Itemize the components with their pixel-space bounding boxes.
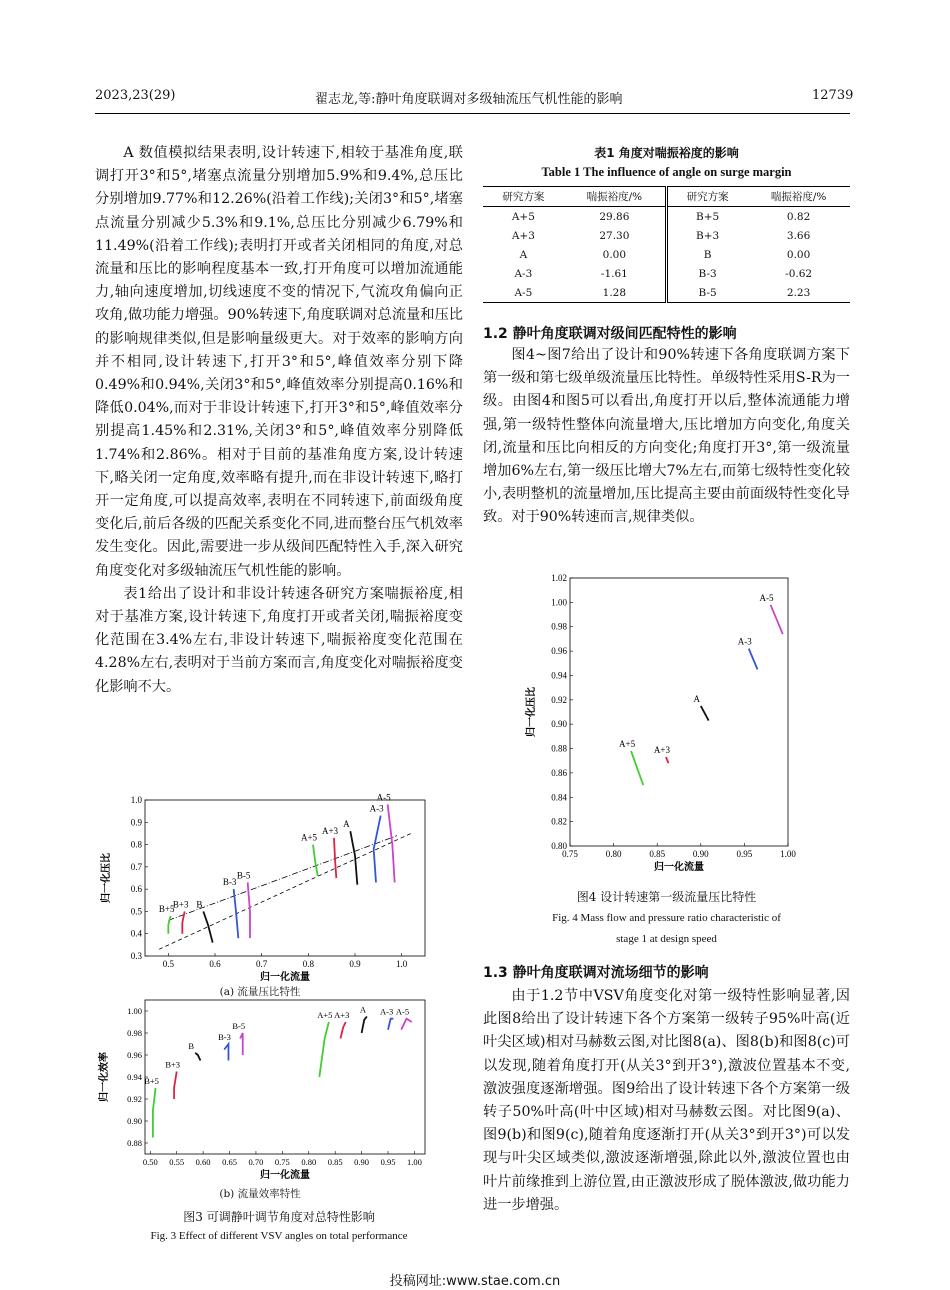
series-label: B-5 xyxy=(236,870,251,881)
table-cell: 0.00 xyxy=(786,248,811,261)
table-cell: 0.82 xyxy=(786,210,811,223)
y-tick-label: 0.86 xyxy=(551,767,567,778)
series-line xyxy=(350,831,357,884)
series-label: B+5 xyxy=(144,1076,159,1086)
table-row xyxy=(483,264,850,283)
y-tick-label: 0.3 xyxy=(130,951,142,961)
table-cell: B+3 xyxy=(696,229,720,242)
series-line xyxy=(195,1053,200,1061)
header-left: 2023,23(29) xyxy=(95,88,176,103)
plot-frame xyxy=(570,578,788,846)
y-tick-label: 0.82 xyxy=(551,816,567,827)
x-axis-label: 归一化流量 xyxy=(260,1170,310,1181)
series-line xyxy=(631,751,643,785)
y-tick-label: 0.94 xyxy=(551,670,567,681)
series-label: A-5 xyxy=(376,792,391,803)
table-row xyxy=(483,283,850,303)
table-cell: 0.00 xyxy=(564,245,667,264)
series-line xyxy=(666,757,669,763)
table-cell: B-5 xyxy=(698,286,717,299)
table-header: 喘振裕度/% xyxy=(564,187,667,207)
y-tick-label: 0.8 xyxy=(130,839,142,850)
y-tick-label: 0.9 xyxy=(130,817,142,828)
x-tick-label: 0.8 xyxy=(302,959,314,969)
series-label: A+5 xyxy=(300,832,318,843)
plot-frame xyxy=(145,800,425,956)
table-cell: 29.86 xyxy=(564,207,667,227)
series-line xyxy=(203,911,212,942)
y-tick-label: 1.00 xyxy=(127,1006,142,1016)
table1 xyxy=(483,186,850,303)
series-label: B xyxy=(196,899,203,910)
y-tick-label: 0.7 xyxy=(130,861,142,872)
y-axis-label: 归一化压比 xyxy=(526,687,537,737)
x-tick-label: 0.7 xyxy=(256,959,268,969)
x-tick-label: 0.75 xyxy=(274,1157,290,1167)
series-label: B-5 xyxy=(232,1021,246,1031)
x-tick-label: 0.90 xyxy=(354,1157,370,1167)
left-column-text xyxy=(95,142,463,699)
series-line xyxy=(388,1019,393,1030)
series-label: A-3 xyxy=(369,803,384,814)
paragraph: 图4~图7给出了设计和90%转速下各角度联调方案下第一级和第七级单级流量压比特性。单级特性采用S-R为一级。由图4和图5可以看出,角度打开以后,整体流通能力增强,第一级特性整体向流量增大,压比增加方向变化,角度关闭,流量和压比向相反的方向变化;角度打开3°,第一级流量增加6%左右,第一级压比增大7%左右,而第七级特性变化较小,表明整机的流量增加,压比提高主要由前面级特性变化导致。对于90%转速而言,规律类似。 xyxy=(483,347,850,526)
series-line xyxy=(749,649,758,670)
paragraph: 由于1.2节中VSV角度变化对第一级特性影响显著,因此图8给出了设计转速下各个方案第一级转子95%叶高(近叶尖区域)相对马赫数云图,对比图8(a)、图8(b)和图8(c)可以发现,随着角度打开(从关3°到开3°),激波位置基本不变,激波强度逐渐增强。图9给出了设计转速下各个方案第一级转子50%叶高(叶中区域)相对马赫数云图。对比图9(a)、图9(b)和图9(c),随着角度逐渐打开(从关3°到开3°)可以发现与叶尖区域类似,激波逐渐增强,除此以外,激波位置也由叶片前缘推到上游位置,由正激波形成了脱体激波,做功能力进一步增强。 xyxy=(483,988,850,1213)
table-cell: -0.62 xyxy=(785,267,813,280)
x-axis-label: 归一化流量 xyxy=(260,972,310,983)
y-tick-label: 0.98 xyxy=(127,1028,142,1038)
x-tick-label: 1.0 xyxy=(396,959,408,969)
section-1-3-heading: 1.3 静叶角度联调对流场细节的影响 xyxy=(483,965,709,981)
fig3b-plot xyxy=(97,1000,425,1181)
table-row xyxy=(483,207,850,227)
y-tick-label: 0.98 xyxy=(551,621,567,632)
table-cell: -1.61 xyxy=(564,264,667,283)
series-line xyxy=(340,1022,345,1039)
table-cell: B+5 xyxy=(696,210,720,223)
series-label: A+3 xyxy=(653,745,670,756)
fig4-caption-cn: 图4 设计转速第一级流量压比特性 xyxy=(576,890,757,904)
table-cell: A-5 xyxy=(514,286,533,299)
x-tick-label: 0.50 xyxy=(142,1157,158,1167)
fig3a-plot xyxy=(99,792,425,983)
header-center: 翟志龙,等:静叶角度联调对多级轴流压气机性能的影响 xyxy=(315,92,623,107)
header-rule xyxy=(95,113,850,114)
fig4-caption-en-1: Fig. 4 Mass flow and pressure ratio characteristic of xyxy=(552,912,781,924)
section-1-3-text xyxy=(483,985,850,1217)
y-tick-label: 0.90 xyxy=(127,1116,142,1126)
y-tick-label: 0.90 xyxy=(551,719,567,730)
x-tick-label: 0.85 xyxy=(649,849,666,859)
series-label: A+5 xyxy=(317,1010,333,1020)
table1-title-cn: 表1 角度对喘振裕度的影响 xyxy=(594,146,739,160)
plot-frame xyxy=(145,1000,425,1154)
header-right: 12739 xyxy=(812,88,854,103)
x-tick-label: 0.85 xyxy=(327,1157,343,1167)
series-line xyxy=(153,1088,156,1138)
fig4-caption-en-2: stage 1 at design speed xyxy=(616,933,717,945)
y-tick-label: 0.5 xyxy=(130,906,142,917)
x-tick-label: 0.55 xyxy=(169,1157,185,1167)
fig4-plot xyxy=(524,573,796,873)
series-label: A-3 xyxy=(380,1006,394,1017)
table-cell: 1.28 xyxy=(564,283,667,303)
working-line xyxy=(168,836,397,921)
y-axis-label: 归一化压比 xyxy=(101,853,112,903)
series-label: A xyxy=(359,1004,366,1015)
x-tick-label: 0.80 xyxy=(605,849,622,859)
series-label: A xyxy=(343,819,350,830)
x-axis-label: 归一化流量 xyxy=(654,862,704,873)
series-label: A-5 xyxy=(759,592,774,603)
x-tick-label: 0.60 xyxy=(195,1157,211,1167)
table-header: 喘振裕度/% xyxy=(770,191,827,203)
table-cell: 3.66 xyxy=(786,229,811,242)
series-label: B+5 xyxy=(158,903,175,914)
table-cell: A+3 xyxy=(511,229,535,242)
table-cell: 2.23 xyxy=(786,286,811,299)
y-tick-label: 1.00 xyxy=(551,597,567,608)
table-cell: A+5 xyxy=(511,210,535,223)
fig3-caption-en: Fig. 3 Effect of different VSV angles on total performance xyxy=(150,1230,408,1242)
y-tick-label: 0.92 xyxy=(127,1094,142,1104)
series-label: A-5 xyxy=(395,1006,410,1017)
fig4-svg xyxy=(520,570,810,885)
fig3a-caption: (a) 流量压比特性 xyxy=(219,986,301,998)
series-label: A-3 xyxy=(737,636,752,647)
table1-title-en: Table 1 The influence of angle on surge margin xyxy=(541,165,792,179)
y-tick-label: 0.4 xyxy=(130,928,142,939)
series-line xyxy=(319,1022,329,1077)
series-line xyxy=(174,1072,177,1100)
series-label: B+3 xyxy=(165,1059,181,1070)
series-line xyxy=(240,1033,243,1055)
fig3-svg xyxy=(95,790,463,1245)
table-cell: B xyxy=(703,248,712,261)
series-label: B+3 xyxy=(172,899,189,910)
x-tick-label: 0.5 xyxy=(162,959,174,969)
x-tick-label: 0.95 xyxy=(736,849,753,859)
y-tick-label: 0.80 xyxy=(551,841,567,851)
series-line xyxy=(771,605,783,634)
series-label: A xyxy=(693,693,701,704)
table-cell: B-3 xyxy=(698,267,717,280)
y-tick-label: 0.92 xyxy=(551,694,567,705)
series-line xyxy=(701,706,709,721)
x-tick-label: 0.80 xyxy=(301,1157,317,1167)
fig3b-caption: (b) 流量效率特性 xyxy=(219,1188,301,1200)
x-tick-label: 1.00 xyxy=(406,1157,422,1167)
y-tick-label: 0.96 xyxy=(551,646,567,657)
series-line xyxy=(248,882,250,938)
x-tick-label: 0.75 xyxy=(562,849,578,859)
fig3-caption-cn: 图3 可调静叶调节角度对总特性影响 xyxy=(183,1210,375,1224)
y-tick-label: 0.88 xyxy=(551,743,567,754)
series-line xyxy=(234,889,239,938)
y-tick-label: 0.96 xyxy=(127,1050,142,1060)
y-tick-label: 0.94 xyxy=(127,1072,142,1082)
series-line xyxy=(313,845,318,876)
table-row xyxy=(483,245,850,264)
section-1-2-heading: 1.2 静叶角度联调对级间匹配特性的影响 xyxy=(483,326,737,342)
x-tick-label: 0.70 xyxy=(248,1157,264,1167)
y-axis-label: 归一化效率 xyxy=(99,1052,110,1102)
x-tick-label: 1.00 xyxy=(780,849,796,859)
table-header: 研究方案 xyxy=(502,191,545,203)
series-line xyxy=(168,916,170,934)
series-line xyxy=(224,1044,228,1061)
y-tick-label: 0.84 xyxy=(551,792,567,803)
x-tick-label: 0.90 xyxy=(692,849,709,859)
paragraph: 表1给出了设计和非设计转速各研究方案喘振裕度,相对于基准方案,设计转速下,角度打开或者关闭,喘振裕度变化范围在3.4%左右,非设计转速下,喘振裕度变化范围在4.28%左右,表明对于当前方案而言,角度变化对喘振裕度变化影响不大。 xyxy=(95,585,463,695)
series-label: B-3 xyxy=(222,877,237,888)
x-tick-label: 0.95 xyxy=(380,1157,396,1167)
table-row xyxy=(483,226,850,245)
x-tick-label: 0.6 xyxy=(209,959,221,969)
section-1-2-text xyxy=(483,344,850,530)
y-tick-label: 1.02 xyxy=(551,573,567,583)
series-line xyxy=(362,1017,367,1034)
series-label: B xyxy=(188,1040,195,1051)
y-tick-label: 0.88 xyxy=(127,1138,142,1148)
series-label: B-3 xyxy=(218,1032,231,1042)
x-tick-label: 0.65 xyxy=(222,1157,237,1167)
table-cell: 27.30 xyxy=(564,226,667,245)
series-label: A+3 xyxy=(334,1010,350,1020)
series-label: A+3 xyxy=(321,825,339,836)
table-cell: A-3 xyxy=(514,267,533,280)
y-tick-label: 1.0 xyxy=(130,795,142,805)
table1-body xyxy=(483,207,850,303)
x-tick-label: 0.9 xyxy=(349,959,361,969)
table-header: 研究方案 xyxy=(686,191,729,203)
paragraph: A 数值模拟结果表明,设计转速下,相较于基准角度,联调打开3°和5°,堵塞点流量分别增加5.9%和9.4%,总压比分别增加9.77%和12.26%(沿着工作线);关闭3°和5°,堵塞点流量分别减少5.3%和9.1%,总压比分别减少6.79%和11.49%(沿着工作线);表明打开或者关闭相同的角度,对总流量和压比的影响程度基本一致,打开角度可以增加流通能力,轴向速度增加,切线速度不变的情况下,气流攻角偏向正攻角,做功能力增强。90%转速下,角度联调对总流量和压比的影响规律类似,但是影响量级更大。对于效率的影响方向并不相同,设计转速下,打开3°和5°,峰值效率分别下降0.49%和0.94%,关闭3°和5°,峰值效率分别提高0.16%和降低0.04%,而对于非设计转速下,打开3°和5°,峰值效率分别提高1.45%和2.31%,关闭3°和5°,峰值效率分别降低1.74%和2.86%。相对于目前的基准角度方案,设计转速下,略关闭一定角度,效率略有提升,而在非设计转速下,略打开一定角度,可以提高效率,表明在不同转速下,前面级角度变化后,前后各级的匹配关系变化不同,进而整台压气机效率发生变化。因此,需要进一步从级间匹配特性入手,深入研究角度变化对多级轴流压气机性能的影响。 xyxy=(95,145,463,579)
footer: 投稿网址:www.stae.com.cn xyxy=(389,1274,561,1289)
y-tick-label: 0.6 xyxy=(130,884,142,895)
table-cell: A xyxy=(519,248,528,261)
series-label: A+5 xyxy=(619,738,636,749)
series-line xyxy=(401,1019,412,1030)
